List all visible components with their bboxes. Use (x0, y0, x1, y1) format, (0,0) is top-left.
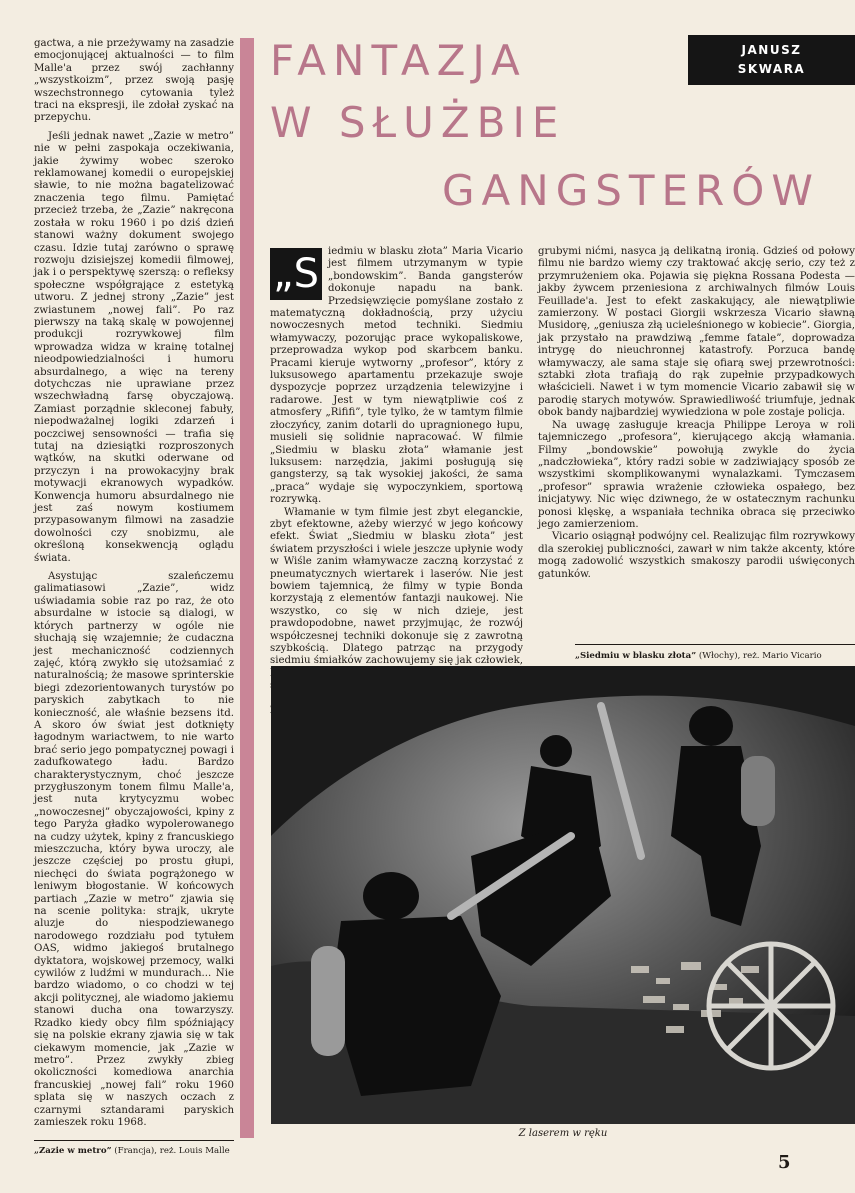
article-paragraph: Włamanie w tym filmie jest zbyt eleganckie, zbyt efektowne, ażeby wierzyć w jego końcowy efekt. Świat „Siedmiu w blasku złota” jest światem przyszłości i wiele jeszcze upłynie wody w Wiśle zanim włamywacze zaczną korzystać z pneumatycznych wiertarek i laserów. Nie jest bowiem tajemnicą, że filmy w typie Bonda korzystają z elementów fantazji naukowej. Nie wszystko, co się w nich dzieje, jest prawdopodobne, nawet przyjmując, że rozwój współczesnej techniki dokonuje się z zawrotną szybkością. Dlatego patrząc na przygody siedmiu śmiałków zachowujemy się jak człowiek, (270, 506, 523, 667)
left-column (34, 38, 234, 1135)
film-caption (575, 644, 855, 662)
pink-divider-bar (240, 38, 254, 1138)
photo-caption: Z laserem w ręku (518, 1128, 608, 1139)
wheel (709, 944, 833, 1068)
author-box (688, 35, 855, 85)
left-caption-rest: (Francja), reż. Louis Malle (111, 1146, 230, 1156)
article-column-2 (538, 246, 855, 581)
page-number: 5 (778, 1152, 791, 1173)
title-line-1: FANTAZJA (270, 36, 527, 85)
author-first-name: JANUSZ (741, 43, 802, 57)
left-film-caption (34, 1140, 234, 1157)
left-paragraph: Jeśli jednak nawet „Zazie w metro” nie w pełni zaspokaja oczekiwania, jakie żywimy wobec szeroko reklamowanej komedii o europejskiej sławie, to nie można bagatelizować znaczenia tego filmu. Pamiętać przecież trzeba, że „Zazie” nakręcona została w roku 1960 i po dziś dzień stanowi ważny dokument swojego czasu. Idzie tutaj zarówno o sprawę rozwoju dzisiejszej komedii filmowej, jak i o perspektywę szerszą: o refleksy społeczne współgrające z estetyką utworu. Z jednej strony „Zazie” jest zwiastunem „nowej fali”. Po raz pierwszy na taką skalę w powojennej produkcji rozrywkowej film wprowadza widza w krainę totalnej nieodpowiedzialności i humoru absurdalnego, a więc na tereny dotychczas nie uprawiane przez wszechwładną farsę obyczajową. Zamiast porządnie skleconej fabuły, niepodważalnej logiki zdarzeń i poczciwej sensowności — trafia się tutaj na dziesiątki rozproszonych wątków, na skutki oderwane od przyczyn i na prowokacyjny brak motywacji ekranowych wypadków. Konwencja humoru absurdalnego nie jest zaś nowym kostiumem przypasowanym filmowi na zasadzie dowolności czy snobizmu, ale określoną konsekwencją oglądu świata. (34, 130, 234, 564)
article-paragraph: Vicario osiągnął podwójny cel. Realizując film rozrywkowy dla szerokiej publiczności, zawarł w nim także akcenty, które mogą zadowolić wszystkich smakoszy parodii uświęconych gatunków. (538, 531, 855, 580)
article-column-1 (270, 246, 523, 717)
film-caption-title: „Siedmiu w blasku złota” (575, 651, 697, 661)
article-paragraph: Na uwagę zasługuje kreacja Philippe Leroya w roli tajemniczego „profesora”, kierującego akcją włamania. Filmy „bondowskie” powołują zwykle do życia „nadczłowieka”, który radzi sobie w zadziwiający sposób ze wszystkimi skomplikowanymi wynalazkami. Tymczasem „profesor” sprawia wrażenie człowieka ospałego, bez inicjatywy. Nic więc dziwnego, że w ostatecznym rachunku ponosi klęskę, a wspaniała technika obraca się przeciwko jego zamierzeniom. (538, 419, 855, 530)
left-paragraph: gactwa, a nie przeżywamy na zasadzie emocjonującej aktualności — to film Malle'a przez swój zachłanny „wszystkoizm”, przez swoją pasję wszechstronnego cytowania tyleż traci na ekspresji, ile zdołał zyskać na przepychu. (34, 38, 234, 124)
left-paragraph: Asystując szaleńczemu galimatiasowi „Zazie”, widz uświadamia sobie raz po raz, że oto absurdalne w istocie są dialogi, w których partnerzy w ogóle nie słuchają się wzajemnie; że cudaczna jest mechaniczność codziennych zajęć, którą zwykło się utożsamiać z naturalnością; że masowe sprinterskie biegi zdezorientowanych turystów po paryskich zabytkach to nie konieczność, ale właśnie bezsens itd. A skoro ów świat jest dotknięty łagodnym wariactwem, to nie warto brać serio jego pompatycznej powagi i zadufkowatego ładu. Bardzo charakterystycznym, choć jeszcze przygłuszonym tonem filmu Malle'a, jest nuta krytycyzmu wobec „nowoczesnej” obyczajowości, kpiny z tego Paryża gładko wypolerowanego na cudzy użytek, kpiny z francuskiego mieszczucha, który bywa uroczy, ale jeszcze częściej po prostu głupi, niechęci do świata pogrążonego w leniwym błogostanie. W końcowych partiach „Zazie w metro” zjawia się na scenie polityka: strajk, ukryte aluzje do niespodziewanego narodowego rozdziału pod tytułem OAS, widmo jakiegoś brutalnego dyktatora, wojskowej przemocy, walki cywilów z ludźmi w mundurach... Nie bardzo wiadomo, o co chodzi w tej akcji politycznej, ale wiadomo jakiemu stanowi ducha ona towarzyszy. Rzadko kiedy obcy film spóźniający się na polskie ekrany zjawia się w tak ciekawym momencie, jak „Zazie w metro”. Przez zwykły zbieg okoliczności komediowa anarchia francuskiej „nowej fali” roku 1960 splata się w naszych oczach z czarnymi sztandarami paryskich zamieszek roku 1968. (34, 571, 234, 1128)
left-caption-title: „Zazie w metro” (34, 1146, 112, 1156)
article-paragraph: grubymi nićmi, nasyca ją delikatną ironią. Gdzieś od połowy filmu nie bardzo wiemy czy traktować akcję serio, czy też z przymrużeniem oka. Pojawia się piękna Rossana Podesta — jakby żywcem przeniesiona z archiwalnych filmów Louis Feuillade'a. Jest to efekt zaskakujący, ale niewątpliwie zamierzony. W postaci Giorgii wskrzesza Vicario sławną Musidorę, „geniusza złą ucieleśnionego w kobiecie”. Giorgia, jak przystało na prawdziwą „femme fatale”, doprowadza intrygę do nieuchronnej katastrofy. Porzuca bandę włamywaczy, ale sama staje się ofiarą swej przewrotności: sztabki złota trafiają do rąk zupełnie przypadkowych właścicieli. Nawet i w tym momencie Vicario zabawił się w parodię starych motywów. Sprawiedliwość triumfuje, jednak obok bandy najbardziej wywiedziona w pole zostaje policja. (538, 246, 855, 419)
film-caption-rest: (Włochy), reż. Mario Vicario (696, 651, 822, 661)
drop-cap: „S (270, 248, 322, 300)
film-still-photo (271, 666, 855, 1124)
title-line-3: GANGSTERÓW (442, 166, 820, 215)
title-line-2: W SŁUŻBIE (270, 98, 566, 147)
article-paragraph: iedmiu w blasku złota” Maria Vicario jest filmem utrzymanym w typie „bondowskim”. Banda gangsterów dokonuje napadu na bank. Przedsięwzięcie pomyślane zostało z matematyczną dokładnością, przy użyciu nowoczesnych metod techniki. Siedmiu włamywaczy, pozorując prace wykopaliskowe, przeprowadza wykop pod skarbcem banku. Pracami kieruje wytworny „profesor”, który z luksusowego apartamentu przekazuje swoje dyspozycje poprzez urządzenia telewizyjne i radarowe. Jest w tym niewątpliwie coś z atmosfery „Rififi”, tyle tylko, że w tamtym filmie złoczyńcy, zanim dotarli do upragnionego łupu, musieli się solidnie napracować. W filmie „Siedmiu w blasku złota” włamanie jest luksusem: narzędzia, jakimi posługują się gangsterzy, są tak wysokiej jakości, że sama „praca” wydaje się wypoczynkiem, sportową rozrywką. (270, 246, 523, 506)
author-last-name: SKWARA (737, 62, 806, 76)
film-still-illustration (271, 666, 855, 1124)
